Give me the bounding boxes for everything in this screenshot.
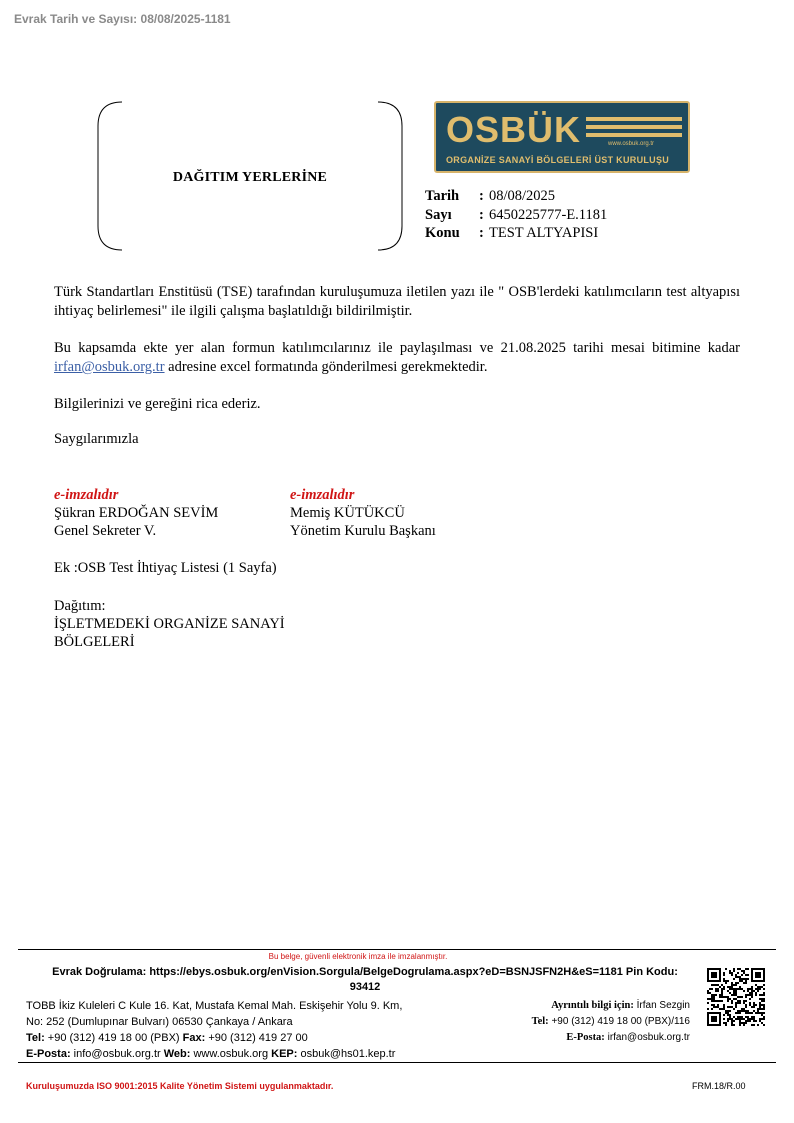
paragraph-intro: Türk Standartları Enstitüsü (TSE) tarafından kuruluşumuza iletilen yazı ile " OSB'lerdeki katılımcıların test altyapısı ihtiyaç belirlemesi" ile ilgili çalışma başlatıldığı bildirilmiştir. bbox=[54, 284, 740, 319]
form-code: FRM.18/R.00 bbox=[692, 1081, 746, 1091]
recipient-title: DAĞITIM YERLERİNE bbox=[172, 170, 328, 185]
email-link[interactable]: irfan@osbuk.org.tr bbox=[54, 359, 165, 375]
paragraph-request: Bu kapsamda ekte yer alan formun katılımcılarınız ile paylaşılması ve 21.08.2025 tarihi mesai bitimine kadar irfan@osbuk.org.tr adresine excel formatında gönderilmesi gerekmektedir. bbox=[54, 340, 740, 375]
footer-divider bbox=[18, 949, 776, 950]
distribution-label: Dağıtım: bbox=[54, 598, 106, 614]
meta-date: Tarih : 08/08/2025 bbox=[425, 188, 556, 204]
logo-wordmark: OSBÜK bbox=[446, 109, 582, 150]
address-block: TOBB İkiz Kuleleri C Kule 16. Kat, Mustafa Kemal Mah. Eskişehir Yolu 9. Km, No: 252 (Dumlupınar Bulvarı) 06530 Çankaya / Ankara Tel: +90 (312) 419 18 00 (PBX) Fax: +90 (312) 419 27 00 E-Posta: info@osbuk.org.tr Web: www.osbuk.org KEP: osbuk@hs01.kep.tr bbox=[26, 998, 466, 1062]
signer-name: Şükran ERDOĞAN SEVİM bbox=[54, 505, 219, 521]
signer-title: Yönetim Kurulu Başkanı bbox=[290, 523, 436, 539]
paragraph-regards: Saygılarımızla bbox=[54, 431, 139, 447]
logo-url: www.osbuk.org.tr bbox=[608, 141, 655, 147]
phone-fax-line: Tel: +90 (312) 419 18 00 (PBX) Fax: +90 (312) 419 27 00 bbox=[26, 1032, 308, 1044]
esignature-mark: e-imzalıdır bbox=[54, 487, 119, 503]
distribution-line: BÖLGELERİ bbox=[54, 634, 135, 650]
attachment-line: Ek :OSB Test İhtiyaç Listesi (1 Sayfa) bbox=[54, 560, 277, 576]
signer-title: Genel Sekreter V. bbox=[54, 523, 157, 539]
meta-number: Sayı : 6450225777-E.1181 bbox=[425, 206, 608, 223]
security-note: Bu belge, güvenli elektronik imza ile imzalanmıştır. bbox=[268, 952, 448, 961]
email-web-line: E-Posta: info@osbuk.org.tr Web: www.osbuk.org KEP: osbuk@hs01.kep.tr bbox=[26, 1048, 396, 1060]
signature-block bbox=[290, 486, 436, 540]
contact-block: Ayrıntılı bilgi için: İrfan Sezgin Tel: +90 (312) 419 18 00 (PBX)/116 E-Posta: irfan@osbuk.org.tr bbox=[531, 1000, 690, 1043]
osbuk-logo bbox=[434, 101, 690, 173]
logo-stripes bbox=[586, 117, 682, 141]
iso-note: Kuruluşumuzda ISO 9001:2015 Kalite Yönetim Sistemi uygulanmaktadır. bbox=[26, 1081, 334, 1091]
signature-block bbox=[54, 486, 218, 540]
verification-text: Evrak Doğrulama: https://ebys.osbuk.org/enVision.Sorgula/BelgeDogrulama.aspx?eD=BSNJSFN2H&eS=1181 Pin Kodu: 93412 bbox=[52, 966, 678, 993]
logo-subtitle: ORGANİZE SANAYİ BÖLGELERİ ÜST KURULUŞU bbox=[446, 155, 670, 165]
document-stamp: Evrak Tarih ve Sayısı: 08/08/2025-1181 bbox=[14, 12, 231, 26]
distribution-block bbox=[54, 597, 354, 651]
signer-name: Memiş KÜTÜKCÜ bbox=[290, 505, 405, 521]
distribution-line: İŞLETMEDEKİ ORGANİZE SANAYİ bbox=[54, 616, 285, 632]
esignature-mark: e-imzalıdır bbox=[290, 487, 355, 503]
paragraph-closing: Bilgilerinizi ve gereğini rica ederiz. bbox=[54, 396, 261, 412]
footer-divider bbox=[18, 1062, 776, 1063]
qr-code-icon bbox=[707, 968, 765, 1026]
document-meta bbox=[425, 187, 607, 243]
meta-subject: Konu : TEST ALTYAPISI bbox=[425, 225, 599, 241]
